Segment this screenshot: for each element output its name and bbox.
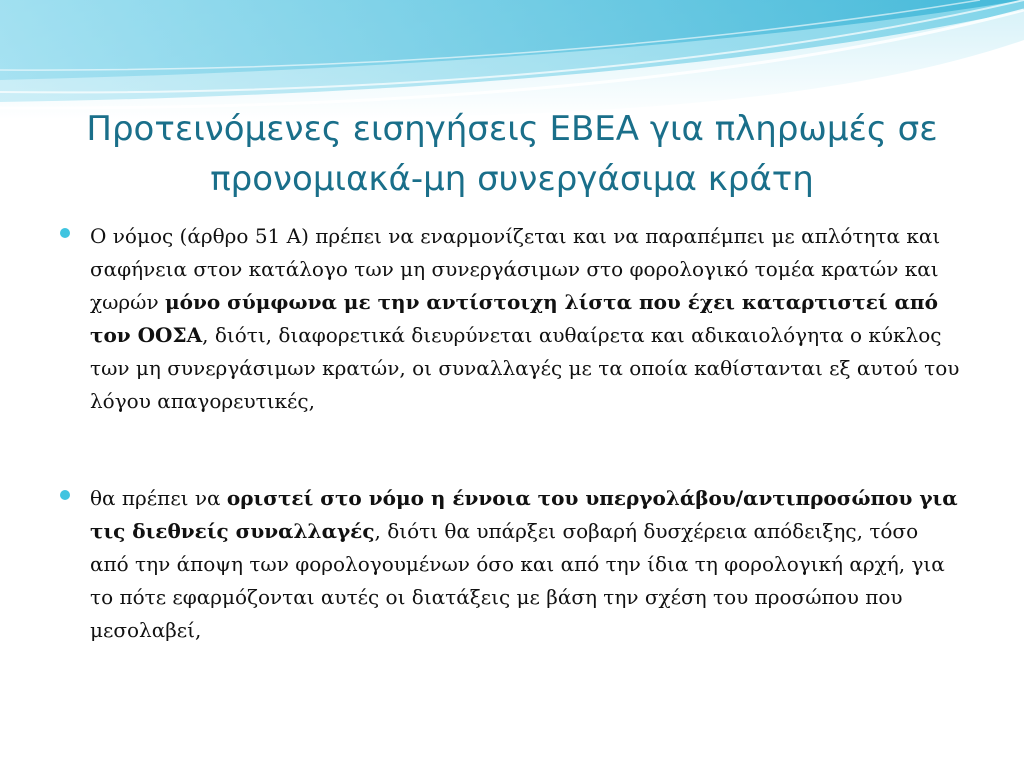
bullet-text-part: , διότι θα υπάρξει σοβαρή δυσχέρεια απόδειξης, τόσο από την άποψη των φορολογουμένων όσο και από την ίδια τη φορολογική αρχή, για το πότε εφαρμόζονται αυτές οι διατάξεις με βάση την σχέση του προσώπου που μεσολαβεί, <box>90 519 945 642</box>
bullet-text <box>90 482 960 647</box>
bullet-text-bold: μόνο σύμφωνα με την αντίστοιχη λίστα που έχει καταρτιστεί από τον ΟΟΣΑ <box>90 290 938 347</box>
bullet-item-subcontractor-definition <box>60 482 960 647</box>
bullet-text-part: Ο νόμος (άρθρο 51 Α) πρέπει να εναρμονίζεται και να παραπέμπει με απλότητα και σαφήνεια στον κατάλογο των μη συνεργάσιμων στο φορολογικό τομέα κρατών και χωρών <box>90 224 941 314</box>
slide-body <box>60 220 960 647</box>
bullet-text-bold: οριστεί στο νόμο η έννοια του υπεργολάβου/αντιπροσώπου για τις διεθνείς συναλλαγές <box>90 486 958 543</box>
bullet-text-part: , διότι, διαφορετικά διευρύνεται αυθαίρετα και αδικαιολόγητα ο κύκλος των μη συνεργάσιμων κρατών, οι συναλλαγές με τα οποία καθίστανται εξ αυτού του λόγου απαγορευτικές, <box>90 323 960 413</box>
bullet-text <box>90 220 960 418</box>
slide-title: Προτεινόμενες εισηγήσεις ΕΒΕΑ για πληρωμές σε προνομιακά-μη συνεργάσιμα κράτη <box>86 109 938 199</box>
bullet-item-oecd-list <box>60 220 960 418</box>
bullet-text-part: θα πρέπει να <box>90 486 227 510</box>
bullet-dot-icon <box>60 490 70 500</box>
bullet-dot-icon <box>60 228 70 238</box>
